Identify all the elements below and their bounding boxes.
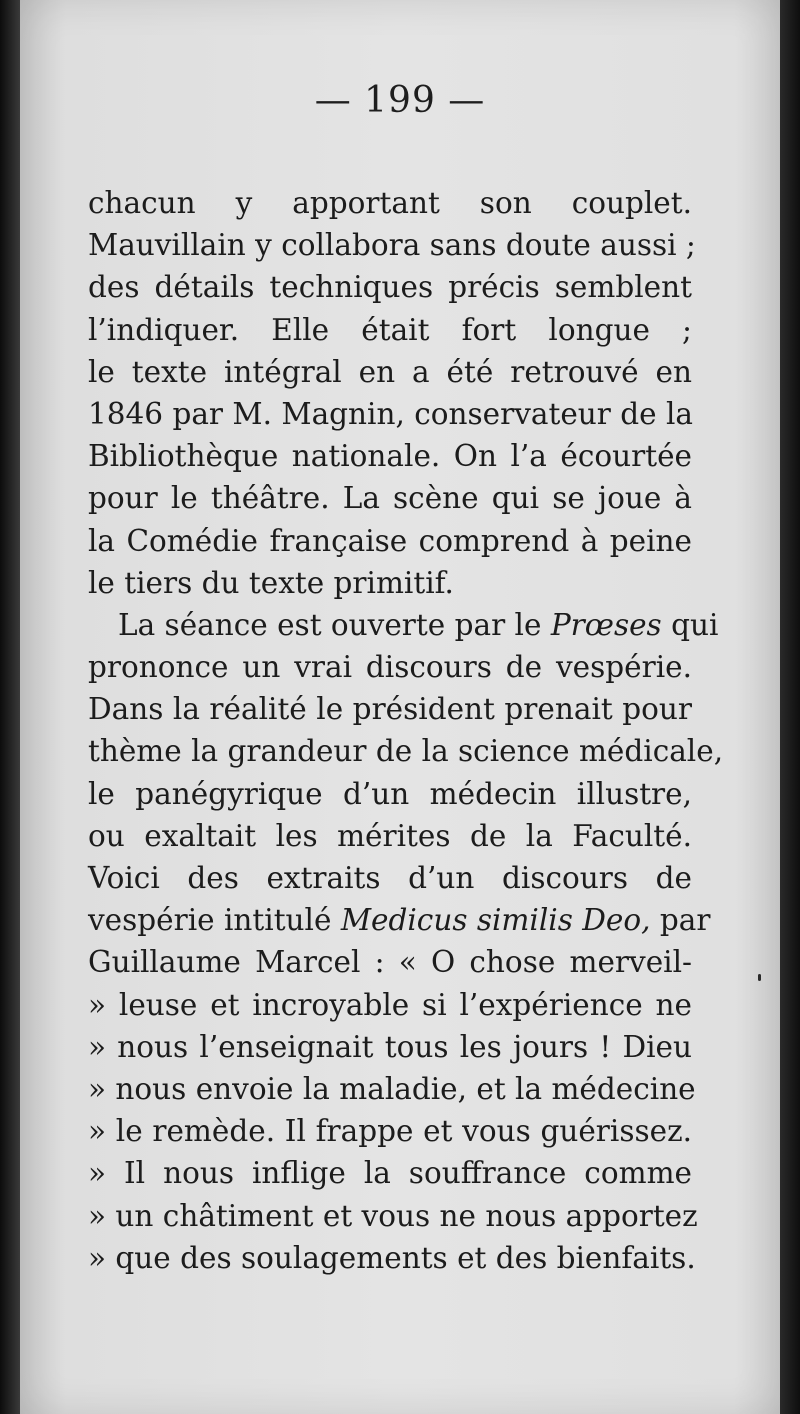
text-line: le tiers du texte primitif. [88,565,454,600]
text-segment: qui [661,607,719,642]
text-line: l’indiquer. Elle était fort longue ; [88,312,692,347]
scan-border-right [780,0,800,1414]
text-line: » nous l’enseignait tous les jours ! Dieu [88,1029,692,1064]
text-line: pour le théâtre. La scène qui se joue à [88,481,692,516]
text-line: Mauvillain y collabora sans doute aussi ; [88,228,696,263]
text-line: le panégyrique d’un médecin illustre, [88,776,692,811]
text-line: chacun y apportant son couplet. [88,186,692,220]
text-line: Dans la réalité le président prenait pour [88,692,692,727]
text-line: 1846 par M. Magnin, conservateur de la [88,396,693,431]
text-line: thème la grandeur de la science médicale, [88,734,724,769]
text-segment: vespérie intitulé [88,903,341,938]
text-line: » leuse et incroyable si l’expérience ne [88,987,692,1022]
text-line: » que des soulagements et des bienfaits. [88,1240,696,1275]
text-line [88,604,719,646]
text-line: » nous envoie la maladie, et la médecine [88,1071,696,1106]
text-segment: par [650,903,711,938]
print-speck [758,974,761,981]
text-line: le texte intégral en a été retrouvé en [88,354,692,389]
text-line: Bibliothèque nationale. On l’a écourtée [88,439,692,474]
text-line: Guillaume Marcel : « O chose merveil- [88,945,692,980]
text-line: prononce un vrai discours de vespérie. [88,650,692,685]
body-text [88,182,724,1279]
text-line: Voici des extraits d’un discours de [88,861,692,895]
text-line: » un châtiment et vous ne nous apportez [88,1198,698,1233]
text-line: ou exaltait les mérites de la Faculté. [88,818,692,853]
text-line: » le remède. Il frappe et vous guérissez. [88,1114,692,1149]
text-line: des détails techniques précis semblent [88,270,692,305]
book-page [20,0,780,1414]
italic-segment: Prœses [550,607,662,642]
italic-segment: Medicus similis Deo, [340,903,651,938]
text-line: » Il nous inflige la souffrance comme [88,1156,692,1191]
text-line [88,899,711,941]
page-number: — 199 — [314,80,486,121]
text-segment: La séance est ouverte par le [118,607,551,642]
scan-border-left [0,0,20,1414]
text-line: la Comédie française comprend à peine [88,523,692,558]
